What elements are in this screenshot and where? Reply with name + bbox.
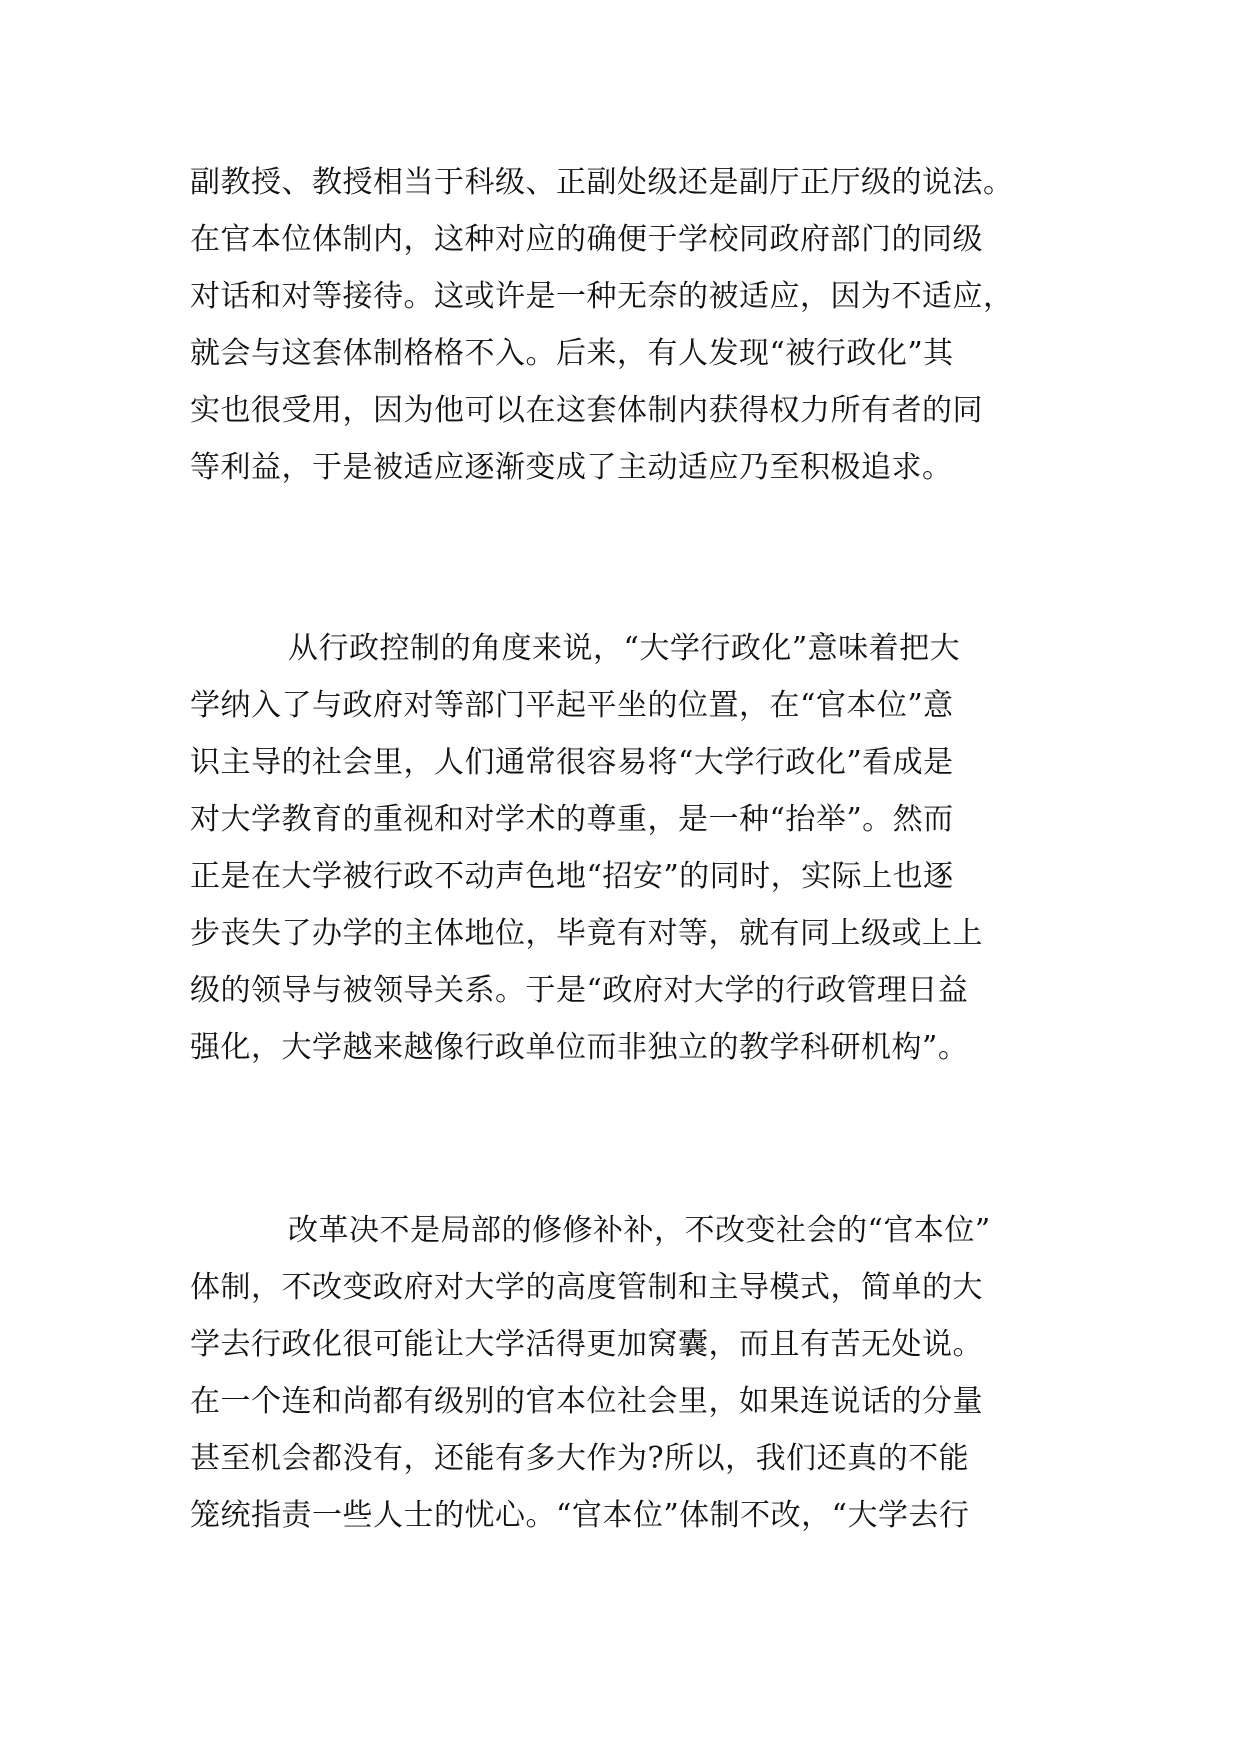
text-line: 笼统指责一些人士的忧心。“官本位”体制不改，“大学去行 [190, 1498, 970, 1533]
text-line: 步丧失了办学的主体地位，毕竟有对等，就有同上级或上上 [190, 916, 983, 951]
text-line: 就会与这套体制格格不入。后来，有人发现“被行政化”其 [190, 336, 954, 371]
paragraph-2 [190, 620, 1070, 1076]
text-line: 等利益，于是被适应逐渐变成了主动适应乃至积极追求。 [190, 450, 953, 485]
text-line-indented: 改革决不是局部的修修补补，不改变社会的“官本位” [288, 1213, 991, 1248]
text-line: 识主导的社会里，人们通常很容易将“大学行政化”看成是 [190, 745, 954, 780]
text-line: 对大学教育的重视和对学术的尊重，是一种“抬举”。然而 [190, 802, 954, 837]
text-line: 副教授、教授相当于科级、正副处级还是副厅正厅级的说法。 [190, 165, 1014, 200]
text-line: 正是在大学被行政不动声色地“招安”的同时，实际上也逐 [190, 859, 954, 894]
text-line: 对话和对等接待。这或许是一种无奈的被适应，因为不适应， [190, 279, 1014, 314]
text-line: 学纳入了与政府对等部门平起平坐的位置，在“官本位”意 [190, 688, 954, 723]
paragraph-1 [190, 154, 1070, 496]
text-line: 实也很受用，因为他可以在这套体制内获得权力所有者的同 [190, 393, 983, 428]
text-line: 体制，不改变政府对大学的高度管制和主导模式，简单的大 [190, 1270, 983, 1305]
text-line: 级的领导与被领导关系。于是“政府对大学的行政管理日益 [190, 973, 969, 1008]
text-line: 甚至机会都没有，还能有多大作为?所以，我们还真的不能 [190, 1441, 970, 1476]
text-line: 在官本位体制内，这种对应的确便于学校同政府部门的同级 [190, 222, 983, 257]
text-line: 学去行政化很可能让大学活得更加窝囊，而且有苦无处说。 [190, 1327, 983, 1362]
text-line: 强化，大学越来越像行政单位而非独立的教学科研机构”。 [190, 1030, 969, 1065]
paragraph-3 [190, 1202, 1070, 1544]
text-line-indented: 从行政控制的角度来说，“大学行政化”意味着把大 [288, 631, 961, 666]
text-line: 在一个连和尚都有级别的官本位社会里，如果连说话的分量 [190, 1384, 983, 1419]
